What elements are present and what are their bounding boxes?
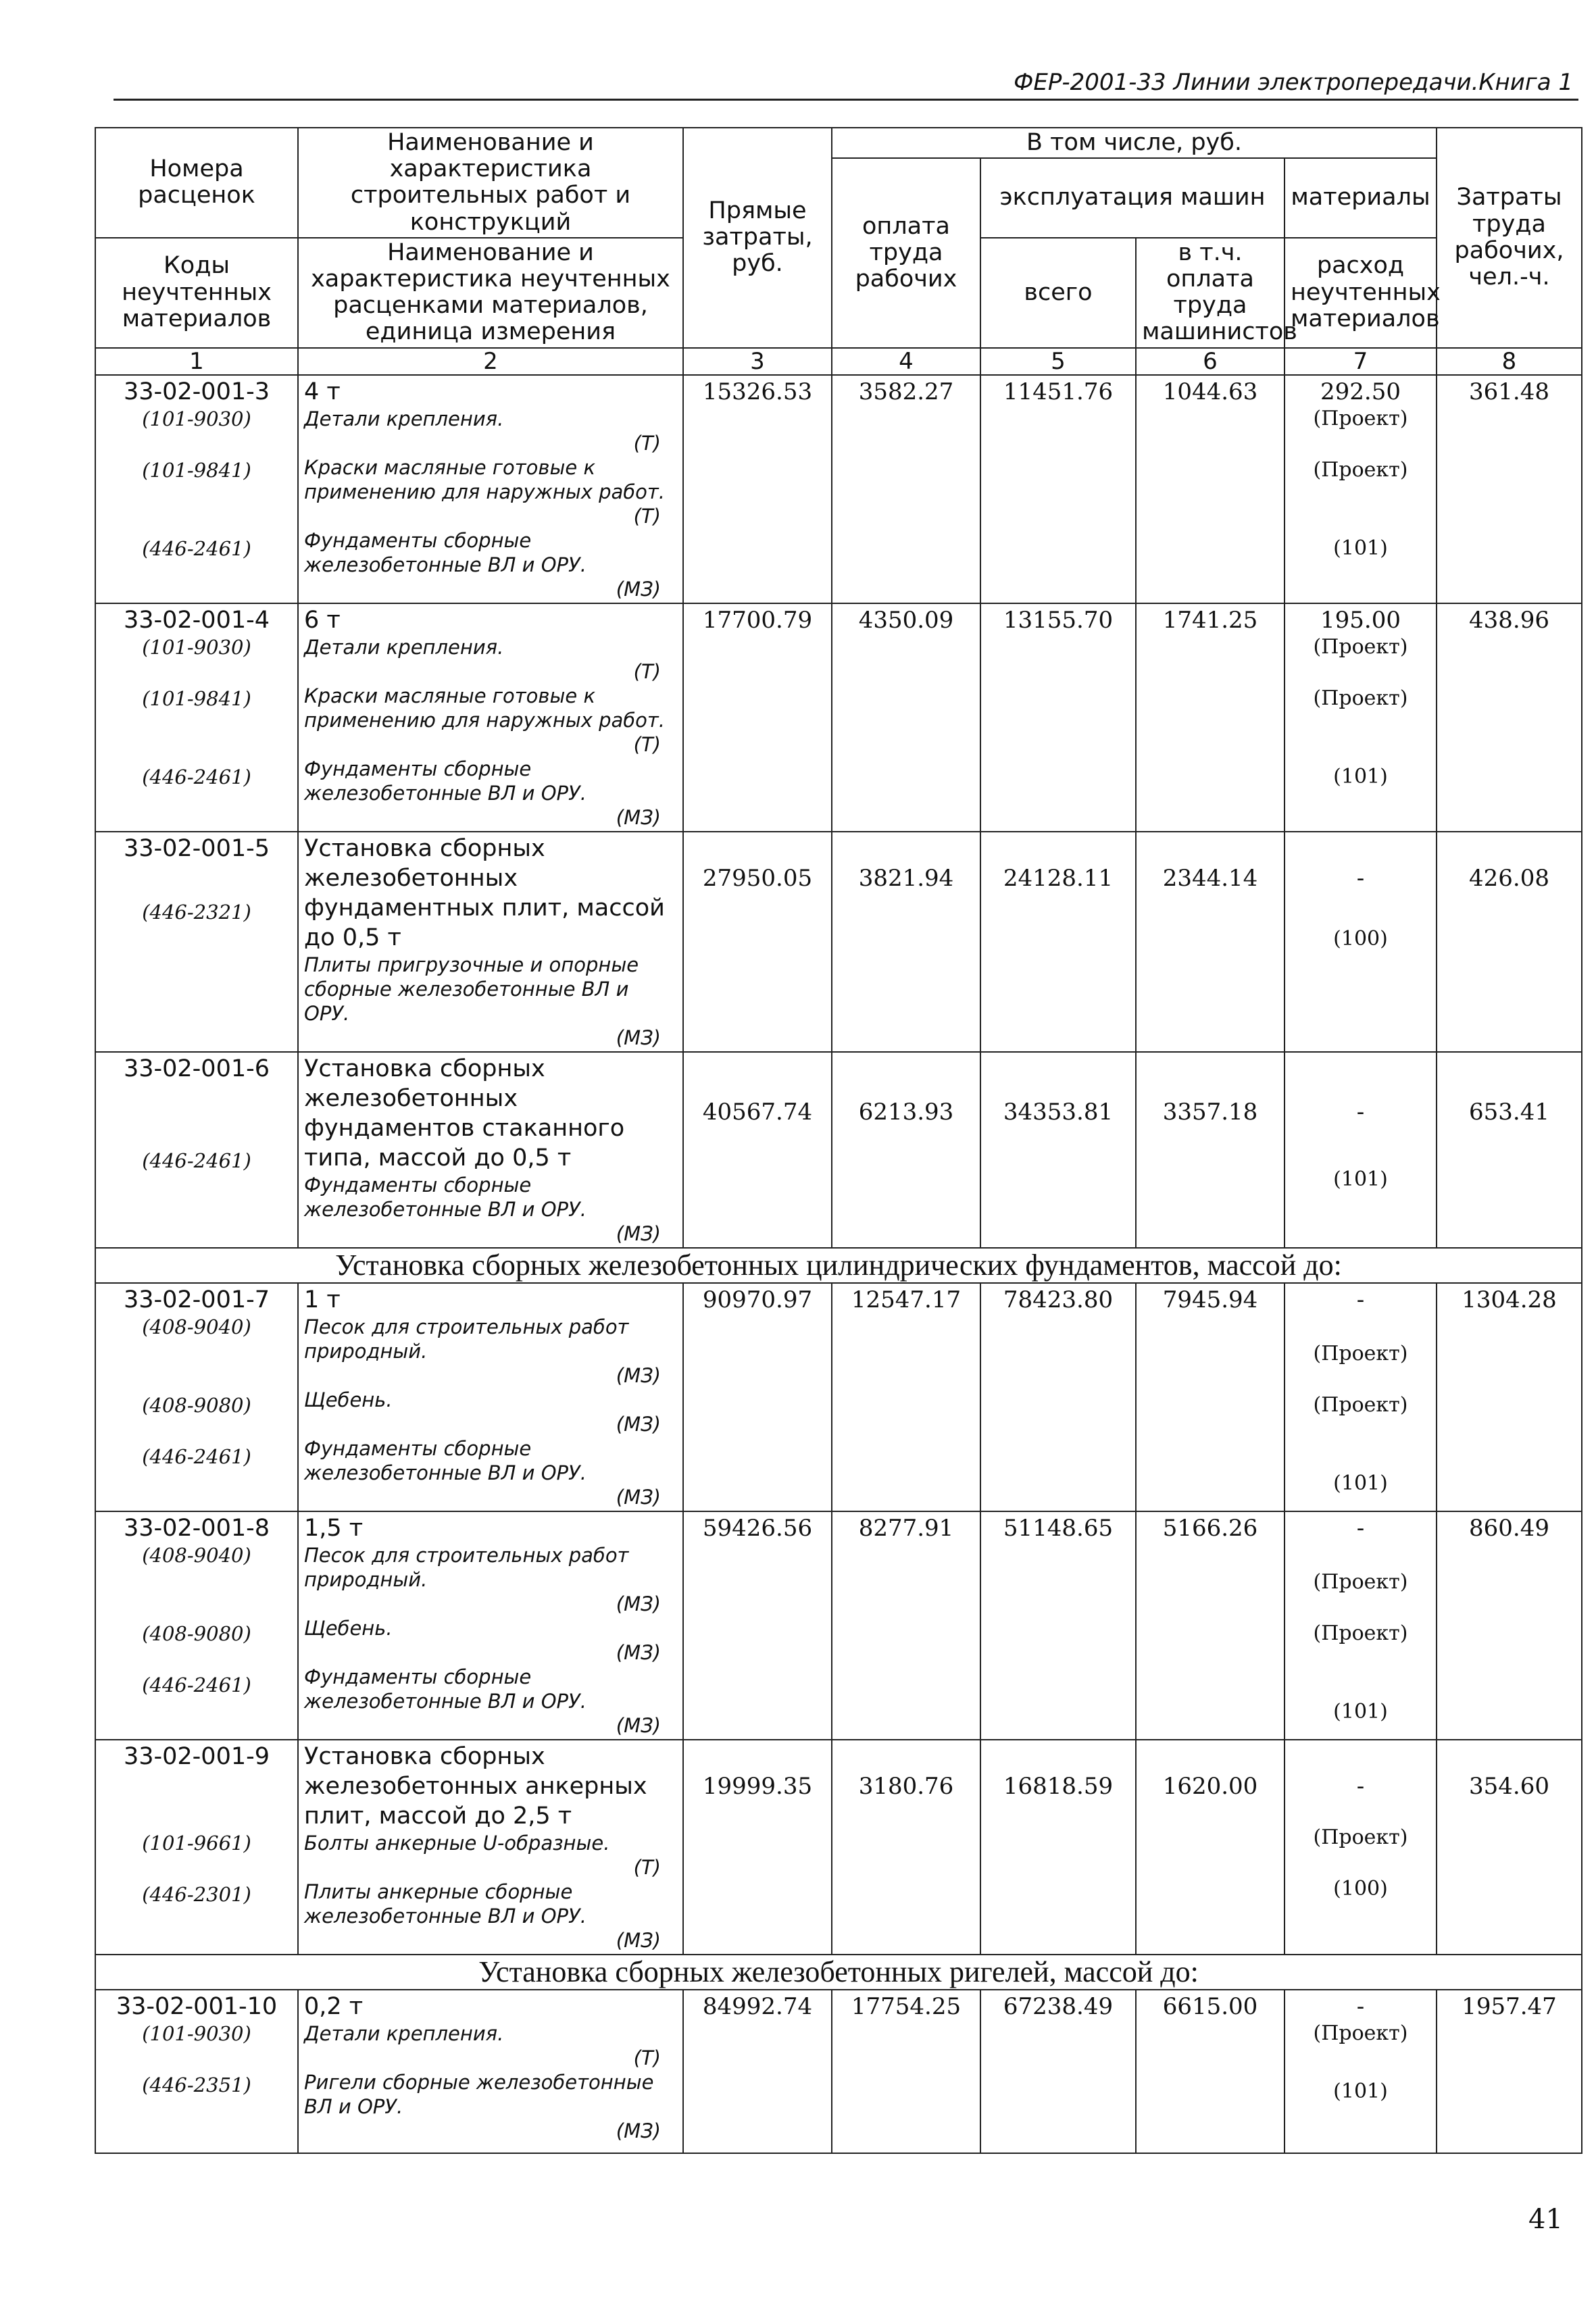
col-number: 2 (298, 348, 683, 375)
rate-code-cell (95, 1283, 298, 1511)
rate-description-cell (298, 1283, 683, 1511)
material-name: Краски масляные готовые к применению для наружных работ. (304, 455, 666, 503)
material-code: (408-9080) (142, 1621, 251, 1645)
col-number: 3 (683, 348, 832, 375)
material-name: Фундаменты сборные железобетонные ВЛ и ОРУ. (304, 1436, 587, 1484)
material-note: (Проект) (1313, 634, 1408, 659)
work-name: 1,5 т (304, 1514, 364, 1542)
section-heading-row (95, 1248, 1582, 1283)
materials-value: - (1356, 864, 1365, 892)
material-note: (Проект) (1313, 406, 1408, 430)
worker-pay: 4350.09 (832, 603, 980, 832)
rate-code-cell (95, 832, 298, 1052)
direct-costs: 84992.74 (683, 1990, 832, 2153)
worker-pay: 6213.93 (832, 1052, 980, 1248)
machinists-pay: 1044.63 (1136, 375, 1285, 603)
material-note: (101) (1333, 764, 1388, 788)
materials-cell (1285, 832, 1437, 1052)
materials-value: 195.00 (1320, 606, 1401, 634)
material-name: Щебень. (304, 1616, 393, 1640)
labor-hours: 354.60 (1437, 1740, 1582, 1955)
col-work-name: Наименование и характеристика строительных работ и конструкций (298, 128, 683, 238)
material-unit-tag: (МЗ) (616, 1592, 661, 1615)
rate-code: 33-02-001-6 (123, 1055, 270, 1082)
material-name: Плиты анкерные сборные железобетонные ВЛ и ОРУ. (304, 1880, 587, 1928)
material-note: (101) (1333, 1471, 1388, 1495)
material-note: (101) (1333, 536, 1388, 560)
material-note: (Проект) (1313, 1825, 1408, 1849)
material-code: (446-2351) (142, 2073, 251, 2096)
labor-hours: 860.49 (1437, 1511, 1582, 1740)
material-unit-tag: (МЗ) (616, 1713, 661, 1737)
direct-costs: 19999.35 (683, 1740, 832, 1955)
rate-entry (95, 1990, 1582, 2153)
materials-value: - (1356, 1992, 1365, 2020)
material-unit-tag: (МЗ) (616, 1928, 661, 1952)
col-number: 8 (1437, 348, 1582, 375)
machines-total: 67238.49 (980, 1990, 1136, 2153)
materials-cell (1285, 603, 1437, 832)
material-note: (101) (1333, 2079, 1388, 2103)
material-code: (101-9030) (142, 635, 251, 659)
worker-pay: 17754.25 (832, 1990, 980, 2153)
material-name: Фундаменты сборные железобетонные ВЛ и ОРУ. (304, 757, 587, 805)
material-code: (446-2461) (142, 1673, 251, 1696)
rate-code-cell (95, 1052, 298, 1248)
material-unit-tag: (МЗ) (616, 1412, 661, 1436)
material-unit-tag: (Т) (633, 659, 661, 683)
col-labor-hours: Затраты труда рабочих, чел.-ч. (1437, 128, 1582, 348)
material-unit-tag: (МЗ) (616, 1026, 661, 1049)
machines-total: 13155.70 (980, 603, 1136, 832)
col-number: 6 (1136, 348, 1285, 375)
material-unit-tag: (Т) (633, 431, 661, 455)
material-name: Ригели сборные железобетонные ВЛ и ОРУ. (304, 2070, 654, 2118)
machines-total: 34353.81 (980, 1052, 1136, 1248)
col-machinists-pay: в т.ч. оплата труда машинистов (1136, 238, 1285, 348)
materials-value: 292.50 (1320, 378, 1401, 405)
machines-total: 24128.11 (980, 832, 1136, 1052)
material-unit-tag: (МЗ) (616, 2119, 661, 2142)
work-name: 4 т (304, 378, 341, 405)
rate-entry (95, 1283, 1582, 1511)
materials-value: - (1356, 1098, 1365, 1126)
material-code: (101-9030) (142, 407, 251, 430)
header-title: ФЕР-2001-33 Линии электропередачи.Книга 1 (1014, 69, 1573, 96)
materials-value: - (1356, 1514, 1365, 1542)
rates-table (95, 127, 1582, 2154)
work-name: Установка сборных железобетонных анкерных плит, массой до 2,5 т (304, 1742, 647, 1830)
material-code: (101-9661) (142, 1831, 251, 1855)
material-unit-tag: (МЗ) (616, 1222, 661, 1245)
material-name: Детали крепления. (304, 407, 504, 430)
material-unit-tag: (МЗ) (616, 577, 661, 601)
material-unit-tag: (Т) (633, 1855, 661, 1879)
material-note: (Проект) (1313, 1569, 1408, 1594)
rate-entry (95, 832, 1582, 1052)
rate-code: 33-02-001-9 (123, 1742, 270, 1770)
material-note: (Проект) (1313, 2021, 1408, 2045)
rate-code-cell (95, 1740, 298, 1955)
column-numbers-row (95, 348, 1582, 375)
col-number: 1 (95, 348, 298, 375)
material-note: (100) (1333, 926, 1388, 951)
machines-total: 51148.65 (980, 1511, 1136, 1740)
material-note: (101) (1333, 1699, 1388, 1724)
section-title: Установка сборных железобетонных цилиндрических фундаментов, массой до: (95, 1248, 1582, 1283)
rate-code-cell (95, 1990, 298, 2153)
rate-entry (95, 1740, 1582, 1955)
col-group-including: В том числе, руб. (832, 128, 1437, 158)
col-number: 5 (980, 348, 1136, 375)
material-name: Песок для строительных работ природный. (304, 1315, 629, 1363)
worker-pay: 12547.17 (832, 1283, 980, 1511)
material-note: (Проект) (1313, 686, 1408, 710)
rate-description-cell (298, 1740, 683, 1955)
col-machines-total: всего (980, 238, 1136, 348)
col-unaccounted-materials: расход неучтенных материалов (1285, 238, 1437, 348)
material-code: (446-2321) (142, 900, 251, 924)
materials-cell (1285, 1052, 1437, 1248)
material-name: Песок для строительных работ природный. (304, 1543, 629, 1591)
machines-total: 78423.80 (980, 1283, 1136, 1511)
material-unit-tag: (Т) (633, 2046, 661, 2069)
rate-entry (95, 375, 1582, 603)
direct-costs: 27950.05 (683, 832, 832, 1052)
section-title: Установка сборных железобетонных ригелей, массой до: (95, 1955, 1582, 1990)
direct-costs: 17700.79 (683, 603, 832, 832)
material-code: (101-9030) (142, 2021, 251, 2045)
material-name: Болты анкерные U-образные. (304, 1831, 610, 1855)
material-code: (101-9841) (142, 686, 251, 710)
materials-cell (1285, 1990, 1437, 2153)
worker-pay: 3821.94 (832, 832, 980, 1052)
col-worker-pay: оплата труда рабочих (832, 158, 980, 347)
material-name: Фундаменты сборные железобетонные ВЛ и ОРУ. (304, 1665, 587, 1713)
rate-description-cell (298, 1052, 683, 1248)
material-note: (100) (1333, 1876, 1388, 1901)
rate-description-cell (298, 1511, 683, 1740)
material-note: (Проект) (1313, 1392, 1408, 1417)
materials-cell (1285, 1511, 1437, 1740)
material-note: (Проект) (1313, 1341, 1408, 1365)
direct-costs: 15326.53 (683, 375, 832, 603)
direct-costs: 90970.97 (683, 1283, 832, 1511)
col-group-machines: эксплуатация машин (980, 158, 1285, 238)
col-rate-numbers: Номера расценок (95, 128, 298, 238)
material-unit-tag: (МЗ) (616, 1363, 661, 1387)
rate-code: 33-02-001-7 (123, 1286, 270, 1313)
material-name: Детали крепления. (304, 2021, 504, 2045)
col-direct-costs: Прямые затраты, руб. (683, 128, 832, 348)
material-code: (101-9841) (142, 458, 251, 482)
material-code: (408-9040) (142, 1543, 251, 1567)
worker-pay: 8277.91 (832, 1511, 980, 1740)
page-number: 41 (1528, 2204, 1563, 2235)
rate-description-cell (298, 603, 683, 832)
work-name: 0,2 т (304, 1992, 364, 2020)
material-name: Щебень. (304, 1388, 393, 1411)
rate-entry (95, 1052, 1582, 1248)
section-heading-row (95, 1955, 1582, 1990)
material-note: (Проект) (1313, 1621, 1408, 1645)
materials-value: - (1356, 1772, 1365, 1800)
work-name: 1 т (304, 1286, 341, 1313)
material-unit-tag: (Т) (633, 504, 661, 528)
material-code: (446-2461) (142, 1444, 251, 1468)
material-unit-tag: (МЗ) (616, 1485, 661, 1509)
materials-cell (1285, 375, 1437, 603)
material-name: Плиты пригрузочные и опорные сборные железобетонные ВЛ и ОРУ. (304, 953, 639, 1025)
rate-code: 33-02-001-5 (123, 834, 270, 862)
worker-pay: 3180.76 (832, 1740, 980, 1955)
machines-total: 11451.76 (980, 375, 1136, 603)
work-name: Установка сборных железобетонных фундаментов стаканного типа, массой до 0,5 т (304, 1055, 625, 1172)
machinists-pay: 7945.94 (1136, 1283, 1285, 1511)
rate-description-cell (298, 375, 683, 603)
work-name: Установка сборных железобетонных фундаментных плит, массой до 0,5 т (304, 834, 665, 951)
direct-costs: 59426.56 (683, 1511, 832, 1740)
running-header (114, 65, 1578, 101)
machinists-pay: 2344.14 (1136, 832, 1285, 1052)
materials-cell (1285, 1283, 1437, 1511)
material-name: Фундаменты сборные железобетонные ВЛ и ОРУ. (304, 1173, 587, 1221)
machinists-pay: 1620.00 (1136, 1740, 1285, 1955)
rate-code-cell (95, 1511, 298, 1740)
materials-value: - (1356, 1286, 1365, 1313)
material-code: (446-2461) (142, 765, 251, 788)
rate-code: 33-02-001-10 (116, 1992, 278, 2020)
material-unit-tag: (МЗ) (616, 1640, 661, 1664)
rate-entry (95, 603, 1582, 832)
rate-code: 33-02-001-4 (123, 606, 270, 634)
material-code: (446-2461) (142, 536, 251, 560)
col-material-codes: Коды неучтенных материалов (95, 238, 298, 348)
labor-hours: 653.41 (1437, 1052, 1582, 1248)
worker-pay: 3582.27 (832, 375, 980, 603)
rate-code-cell (95, 375, 298, 603)
material-note: (Проект) (1313, 457, 1408, 482)
material-unit-tag: (Т) (633, 732, 661, 756)
rate-description-cell (298, 1990, 683, 2153)
machinists-pay: 6615.00 (1136, 1990, 1285, 2153)
material-code: (446-2461) (142, 1149, 251, 1172)
materials-cell (1285, 1740, 1437, 1955)
rate-code-cell (95, 603, 298, 832)
col-number: 7 (1285, 348, 1437, 375)
col-number: 4 (832, 348, 980, 375)
machines-total: 16818.59 (980, 1740, 1136, 1955)
material-note: (101) (1333, 1167, 1388, 1191)
material-code: (408-9040) (142, 1315, 251, 1338)
material-unit-tag: (МЗ) (616, 805, 661, 829)
machinists-pay: 1741.25 (1136, 603, 1285, 832)
machinists-pay: 3357.18 (1136, 1052, 1285, 1248)
machinists-pay: 5166.26 (1136, 1511, 1285, 1740)
labor-hours: 438.96 (1437, 603, 1582, 832)
col-material-name: Наименование и характеристика неучтенных расценками материалов, единица измерения (298, 238, 683, 348)
rate-description-cell (298, 832, 683, 1052)
material-code: (408-9080) (142, 1393, 251, 1417)
labor-hours: 361.48 (1437, 375, 1582, 603)
table-header (95, 128, 1582, 375)
rate-code: 33-02-001-3 (123, 378, 270, 405)
col-group-materials: материалы (1285, 158, 1437, 238)
material-name: Краски масляные готовые к применению для наружных работ. (304, 684, 666, 732)
labor-hours: 1957.47 (1437, 1990, 1582, 2153)
material-name: Фундаменты сборные железобетонные ВЛ и ОРУ. (304, 528, 587, 576)
rate-code: 33-02-001-8 (123, 1514, 270, 1542)
rate-entry (95, 1511, 1582, 1740)
direct-costs: 40567.74 (683, 1052, 832, 1248)
material-name: Детали крепления. (304, 635, 504, 659)
labor-hours: 426.08 (1437, 832, 1582, 1052)
labor-hours: 1304.28 (1437, 1283, 1582, 1511)
work-name: 6 т (304, 606, 341, 634)
material-code: (446-2301) (142, 1882, 251, 1906)
